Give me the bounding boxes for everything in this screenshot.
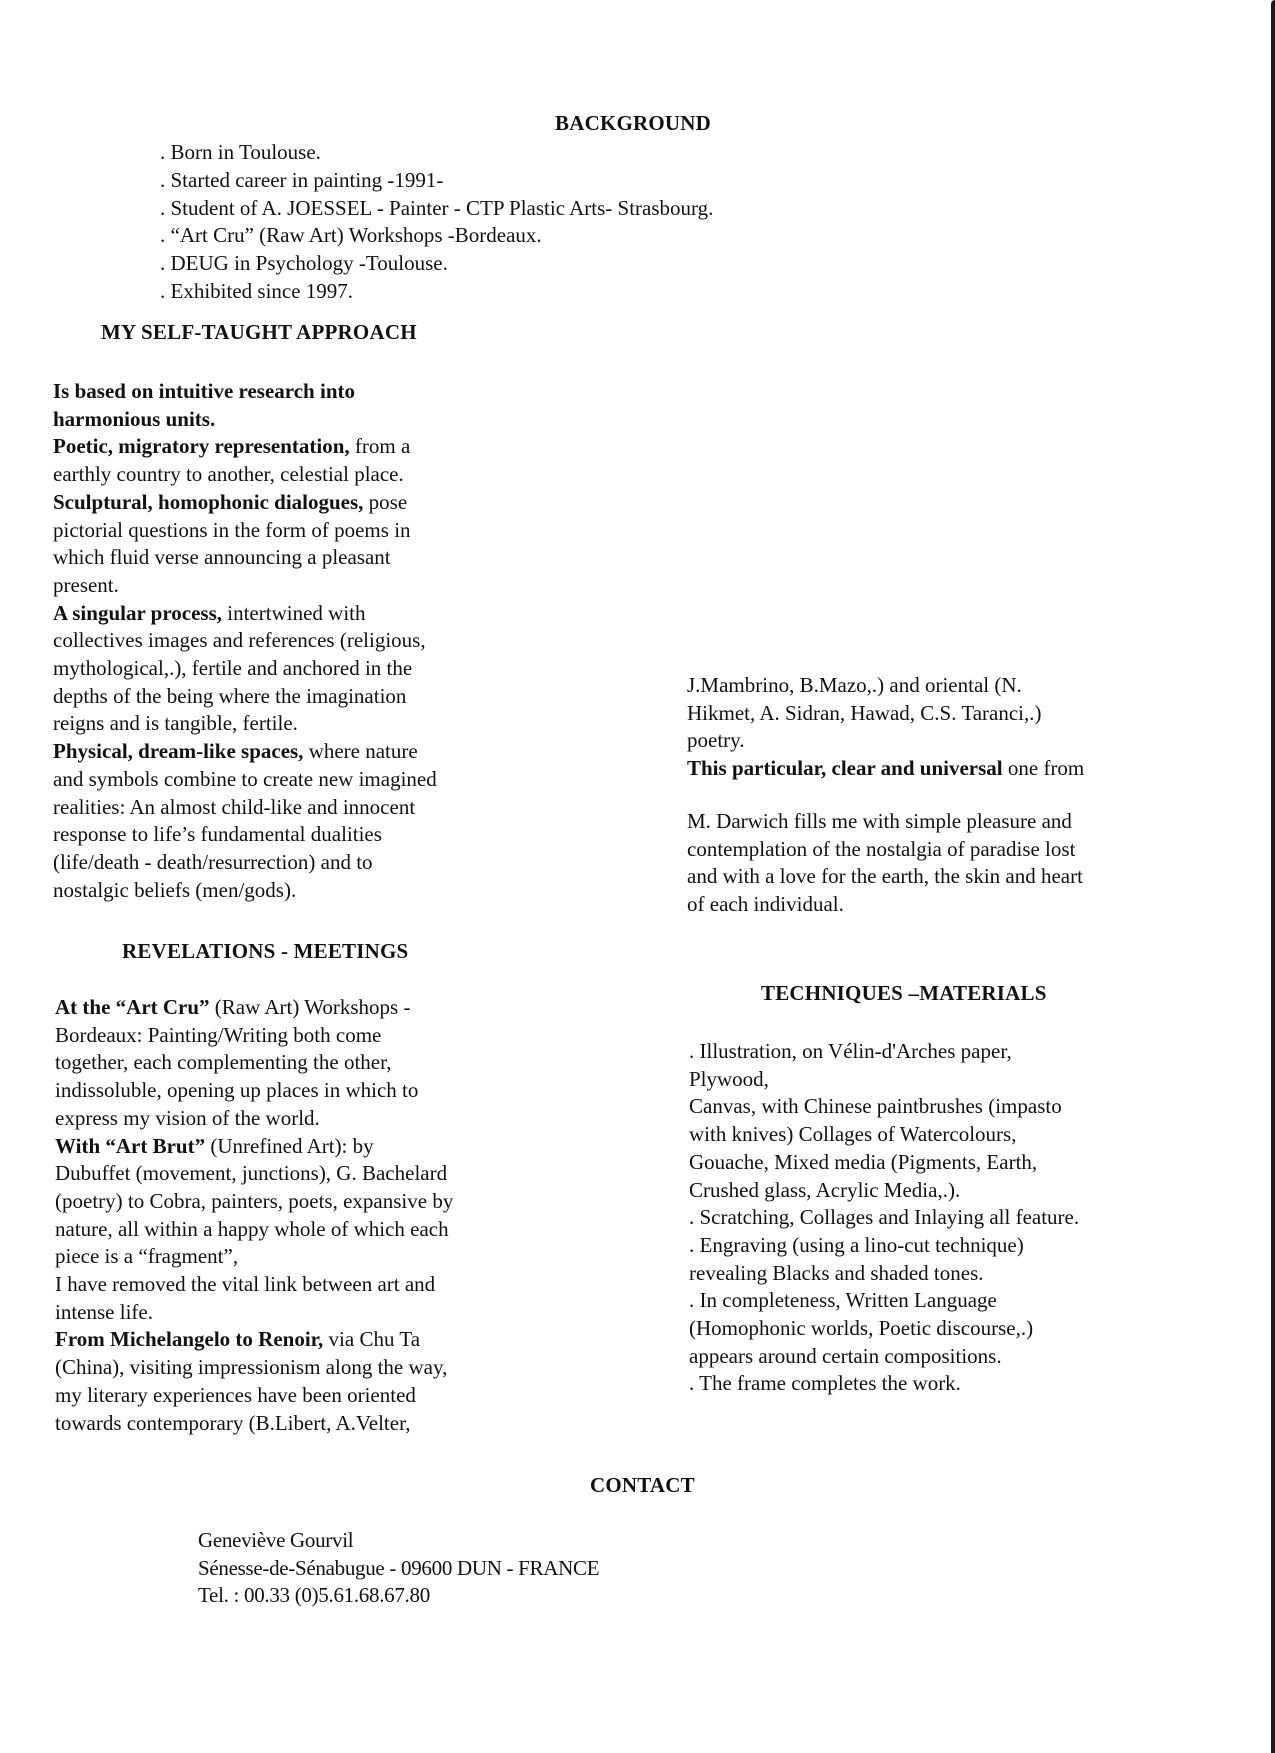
approach-line [53,766,437,794]
revelations-text: (poetry) to Cobra, painters, poets, expansive by [55,1188,454,1213]
background-list [160,139,713,306]
revelations-heading: REVELATIONS - MEETINGS [122,939,409,963]
approach-line [53,406,437,434]
techniques-line: . Scratching, Collages and Inlaying all feature. [689,1205,1080,1230]
approach-line [53,461,437,489]
revelations-text: express my vision of the world. [55,1105,320,1130]
scan-page-edge [1271,0,1275,1753]
revelations-text: (Unrefined Art): by [205,1133,374,1158]
background-item: . “Art Cru” (Raw Art) Workshops -Bordeaux. [160,223,542,248]
approach-line [53,517,437,545]
revelations-cont2-line: of each individual. [687,892,844,917]
revelations-cont-text: Hikmet, A. Sidran, Hawad, C.S. Taranci,.) [687,700,1042,725]
approach-bold-lead: harmonious units. [53,406,216,431]
revelations-cont2-line: and with a love for the earth, the skin and heart [687,864,1083,889]
revelations-line [55,1188,453,1216]
revelations-line [55,1299,453,1327]
techniques-line: . Engraving (using a lino-cut technique) [689,1232,1024,1257]
background-item: . Born in Toulouse. [160,140,321,164]
approach-bold-lead: Physical, dream-like spaces, [53,739,304,764]
revelations-cont-line [687,700,1084,728]
revelations-cont-text: poetry. [687,728,745,753]
approach-line [53,378,437,406]
techniques-line: revealing Blacks and shaded tones. [689,1260,984,1285]
contact-address: Sénesse-de-Sénabugue - 09600 DUN - FRANCE [198,1555,600,1580]
revelations-line [55,1243,453,1271]
techniques-line: Gouache, Mixed media (Pigments, Earth, [689,1149,1038,1174]
approach-text: and symbols combine to create new imagined [53,766,437,791]
background-item: . Started career in painting -1991- [160,167,444,192]
approach-text [53,378,437,904]
background-item: . DEUG in Psychology -Toulouse. [160,251,448,276]
approach-heading: MY SELF-TAUGHT APPROACH [101,320,417,344]
approach-line [53,877,437,905]
approach-text: pose [363,489,408,514]
revelations-cont-line [687,727,1084,755]
contact-name: Geneviève Gourvil [198,1528,354,1552]
revelations-cont-text: J.Mambrino, B.Mazo,.) and oriental (N. [687,673,1022,697]
approach-line [53,710,437,738]
approach-bold-lead: Sculptural, homophonic dialogues, [53,489,364,514]
revelations-text: via Chu Ta [323,1327,421,1352]
techniques-line: Canvas, with Chinese paintbrushes (impasto [689,1094,1062,1119]
approach-line [53,683,437,711]
approach-line [53,849,437,877]
approach-line [53,794,437,822]
approach-text: present. [53,572,119,597]
approach-text: earthly country to another, celestial place. [53,462,404,487]
revelations-continuation [687,672,1084,783]
approach-text: nostalgic beliefs (men/gods). [53,877,297,902]
revelations-text: piece is a “fragment”, [55,1244,239,1269]
revelations-cont-bold-lead: This particular, clear and universal [687,756,1003,781]
revelations-bold-lead: With “Art Brut” [55,1133,206,1158]
revelations-line [55,1326,453,1354]
approach-text: realities: An almost child-like and innocent [53,794,416,819]
approach-line [53,821,437,849]
revelations-line [55,1105,453,1133]
revelations-text [55,994,453,1437]
revelations-line [55,1077,453,1105]
revelations-continuation-2 [687,808,1083,919]
revelations-line [55,994,453,1022]
approach-line [53,489,437,517]
techniques-line: appears around certain compositions. [689,1343,1002,1368]
revelations-line [55,1354,453,1382]
revelations-line [55,1216,453,1244]
approach-text: pictorial questions in the form of poems in [53,517,411,542]
approach-line [53,544,437,572]
techniques-line: . In completeness, Written Language [689,1288,997,1313]
revelations-line [55,1133,453,1161]
revelations-text: indissoluble, opening up places in which to [55,1078,419,1103]
approach-text: (life/death - death/resurrection) and to [53,849,373,874]
techniques-line: . Illustration, on Vélin-d'Arches paper, [689,1039,1012,1063]
revelations-bold-lead: From Michelangelo to Renoir, [55,1327,324,1352]
revelations-text: towards contemporary (B.Libert, A.Velter, [55,1410,411,1435]
revelations-line [55,1049,453,1077]
approach-bold-lead: A singular process, [53,600,223,625]
revelations-text: nature, all within a happy whole of which each [55,1216,449,1241]
approach-bold-lead: Poetic, migratory representation, [53,434,350,459]
background-heading: BACKGROUND [555,111,712,135]
background-item: . Exhibited since 1997. [160,278,354,303]
revelations-cont-line [687,755,1084,783]
approach-text: depths of the being where the imagination [53,683,407,708]
approach-text: collectives images and references (religious, [53,628,426,653]
revelations-cont2-line: M. Darwich fills me with simple pleasure and [687,809,1072,833]
approach-line [53,655,437,683]
approach-text: mythological,.), fertile and anchored in the [53,656,413,681]
revelations-line [55,1382,453,1410]
approach-text: from a [349,434,411,459]
revelations-text: my literary experiences have been oriented [55,1382,416,1407]
contact-heading: CONTACT [590,1473,695,1497]
revelations-line [55,1410,453,1438]
revelations-text: Bordeaux: Painting/Writing both come [55,1022,382,1047]
revelations-cont-text: one from [1002,756,1085,781]
techniques-text [689,1038,1079,1398]
techniques-line: (Homophonic worlds, Poetic discourse,.) [689,1316,1034,1341]
techniques-line: . The frame completes the work. [689,1371,961,1396]
contact-phone[interactable]: Tel. : 00.33 (0)5.61.68.67.80 [198,1583,430,1607]
approach-line [53,600,437,628]
approach-bold-lead: Is based on intuitive research into [53,379,355,403]
approach-text: which fluid verse announcing a pleasant [53,545,391,570]
revelations-text: intense life. [55,1299,153,1324]
revelations-text: I have removed the vital link between art and [55,1272,436,1297]
approach-line [53,572,437,600]
approach-text: intertwined with [222,600,366,625]
revelations-cont-line [687,672,1084,700]
techniques-line: Crushed glass, Acrylic Media,.). [689,1177,961,1202]
techniques-heading: TECHNIQUES –MATERIALS [761,981,1047,1005]
approach-text: response to life’s fundamental dualities [53,822,382,847]
revelations-text: (Raw Art) Workshops - [209,995,411,1019]
approach-text: where nature [303,739,418,764]
revelations-cont2-line: contemplation of the nostalgia of paradise lost [687,836,1076,861]
revelations-line [55,1271,453,1299]
background-item: . Student of A. JOESSEL - Painter - CTP Plastic Arts- Strasbourg. [160,195,714,220]
revelations-line [55,1022,453,1050]
approach-line [53,627,437,655]
revelations-line [55,1160,453,1188]
revelations-text: (China), visiting impressionism along the way, [55,1355,448,1380]
techniques-line: with knives) Collages of Watercolours, [689,1122,1017,1147]
techniques-line: Plywood, [689,1066,769,1091]
contact-block [198,1527,599,1610]
revelations-text: together, each complementing the other, [55,1050,392,1075]
revelations-bold-lead: At the “Art Cru” [55,995,210,1019]
revelations-text: Dubuffet (movement, junctions), G. Bachelard [55,1161,448,1186]
approach-line [53,738,437,766]
approach-line [53,433,437,461]
approach-text: reigns and is tangible, fertile. [53,711,298,736]
